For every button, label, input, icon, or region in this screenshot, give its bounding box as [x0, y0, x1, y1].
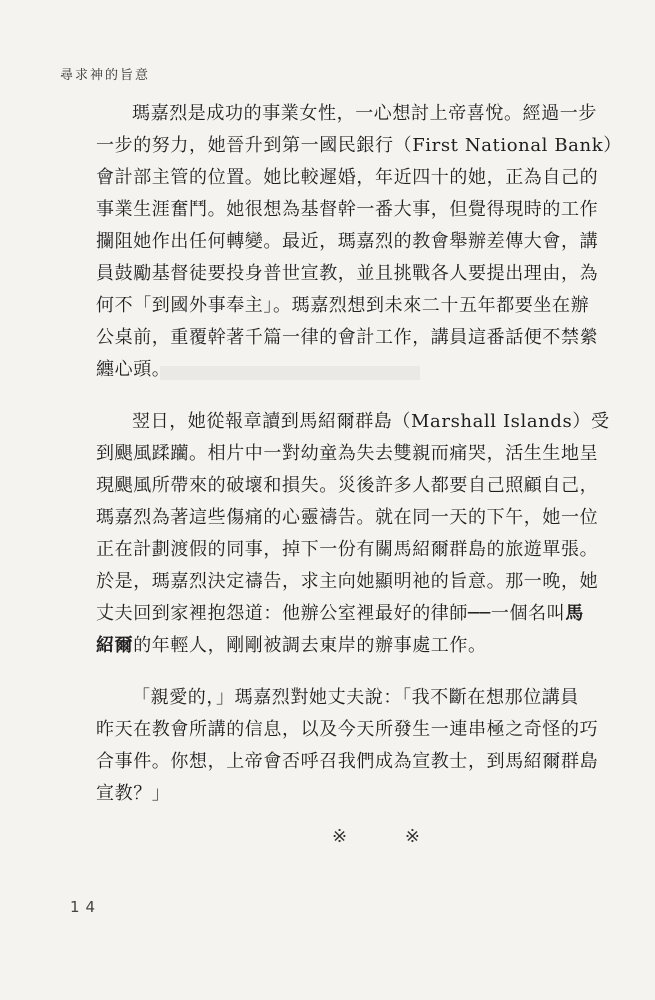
text-line: 合事件。你想，上帝會否呼召我們成為宣教士，到馬紹爾群島 — [96, 751, 599, 772]
text-line: 宣教？」 — [96, 783, 171, 804]
asterism-mark: ※ — [404, 826, 420, 847]
text-line: 紹爾的年輕人，剛剛被調去東岸的辦事處工作。 — [96, 635, 487, 656]
text-line: 正在計劃渡假的同事，掉下一份有關馬紹爾群島的旅遊單張。 — [96, 539, 599, 560]
page-number: 14 — [70, 898, 102, 916]
text-line: 員鼓勵基督徒要投身普世宣教，並且挑戰各人要提出理由，為 — [96, 263, 599, 284]
text-line: 丈夫回到家裡抱怨道：他辦公室裡最好的律師──一個名叫馬 — [96, 603, 584, 624]
running-header: 尋求神的旨意 — [60, 68, 151, 83]
paragraph-2 — [96, 406, 628, 662]
text-line: 會計部主管的位置。她比較遲婚，年近四十的她，正為自己的 — [96, 167, 599, 188]
text-line: 纏心頭。 — [96, 359, 171, 380]
text-line: 於是，瑪嘉烈決定禱告，求主向她顯明祂的旨意。那一晚，她 — [96, 571, 599, 592]
text-line: 一步的努力，她晉升到第一國民銀行（First National Bank） — [96, 135, 622, 156]
text-line: 事業生涯奮鬥。她很想為基督幹一番大事，但覺得現時的工作 — [96, 199, 599, 220]
text-line: 攔阻她作出任何轉變。最近，瑪嘉烈的教會舉辦差傳大會，講 — [96, 231, 599, 252]
paragraph-1 — [96, 98, 628, 386]
asterism-mark: ※ — [332, 826, 348, 847]
text-line: 現颶風所帶來的破壞和損失。災後許多人都要自己照顧自己， — [96, 475, 599, 496]
text-line: 何不「到國外事奉主」。瑪嘉烈想到未來二十五年都要坐在辦 — [96, 295, 590, 316]
text-line: 公桌前，重覆幹著千篇一律的會計工作，講員這番話便不禁縈 — [96, 327, 599, 348]
paragraph-gap — [96, 662, 628, 682]
text-line: 瑪嘉烈是成功的事業女性，一心想討上帝喜悅。經過一步 — [132, 103, 597, 124]
text-line: 瑪嘉烈為著這些傷痛的心靈禱告。就在同一天的下午，她一位 — [96, 507, 599, 528]
emphasized-name: 紹爾 — [96, 635, 134, 656]
text-line: 昨天在教會所講的信息，以及今天所發生一連串極之奇怪的巧 — [96, 719, 599, 740]
emphasized-name: 馬 — [565, 603, 584, 624]
paragraph-3 — [96, 682, 628, 810]
text-line: 翌日，她從報章讀到馬紹爾群島（Marshall Islands）受 — [132, 411, 610, 432]
paragraph-gap — [96, 386, 628, 406]
text-line: 到颶風蹂躪。相片中一對幼童為失去雙親而痛哭，活生生地呈 — [96, 443, 599, 464]
body-text — [96, 98, 628, 810]
text-line: 「親愛的，」瑪嘉烈對她丈夫說：「我不斷在想那位講員 — [132, 687, 579, 708]
section-break — [332, 826, 472, 847]
